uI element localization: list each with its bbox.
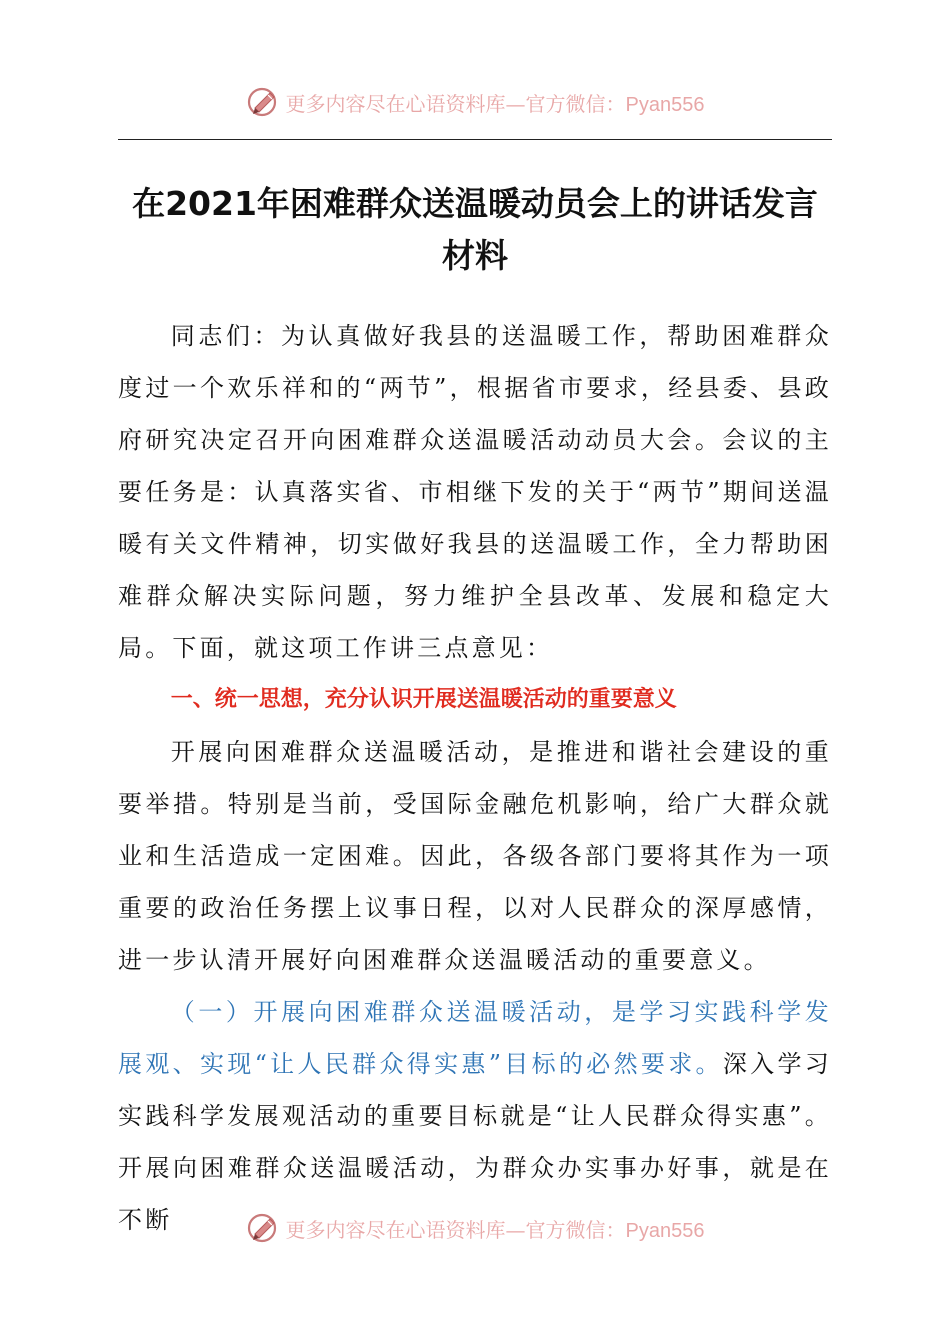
section-heading-1: 一、统一思想，充分认识开展送温暖活动的重要意义 xyxy=(170,687,677,712)
pen-logo-icon xyxy=(246,84,282,120)
banner-wechat-id: Pyan556 xyxy=(625,93,705,116)
banner-main-text: 更多内容尽在心语资料库—官方微信： xyxy=(285,1217,626,1242)
banner-text xyxy=(286,1214,705,1243)
document-body xyxy=(118,310,832,1246)
section-1-paragraph: 开展向困难群众送温暖活动，是推进和谐社会建设的重要举措。特别是当前，受国际金融危机影响，给广大群众就业和生活造成一定困难。因此，各级各部门要将其作为一项重要的政治任务摆上议事日程，以对人民群众的深厚感情，进一步认清开展好向困难群众送温暖活动的重要意义。 xyxy=(118,738,832,974)
header-banner xyxy=(0,82,950,122)
banner-main-text: 更多内容尽在心语资料库—官方微信： xyxy=(285,91,626,116)
document-title: 在2021年困难群众送温暖动员会上的讲话发言材料 xyxy=(132,184,818,275)
pen-logo-icon xyxy=(246,1210,282,1246)
subsection-1-paragraph xyxy=(118,986,832,1246)
banner-text xyxy=(286,88,705,117)
intro-paragraph: 同志们：为认真做好我县的送温暖工作，帮助困难群众度过一个欢乐祥和的“两节”，根据省市要求，经县委、县政府研究决定召开向困难群众送温暖活动动员大会。会议的主要任务是：认真落实省、市相继下发的关于“两节”期间送温暖有关文件精神，切实做好我县的送温暖工作，全力帮助困难群众解决实际问题，努力维护全县改革、发展和稳定大局。下面，就这项工作讲三点意见： xyxy=(118,322,832,662)
header-rule xyxy=(118,139,832,140)
footer-banner xyxy=(0,1208,950,1248)
subsection-1-text: 深入学习实践科学发展观活动的重要目标就是“让人民群众得实惠”。开展向困难群众送温暖活动，为群众办实事办好事，就是在不断 xyxy=(118,1050,832,1234)
subsection-heading-1: （一）开展向困难群众送温暖活动，是学习实践科学发展观、实现“让人民群众得实惠”目标的必然要求。 xyxy=(118,998,832,1078)
banner-wechat-id: Pyan556 xyxy=(625,1219,705,1242)
